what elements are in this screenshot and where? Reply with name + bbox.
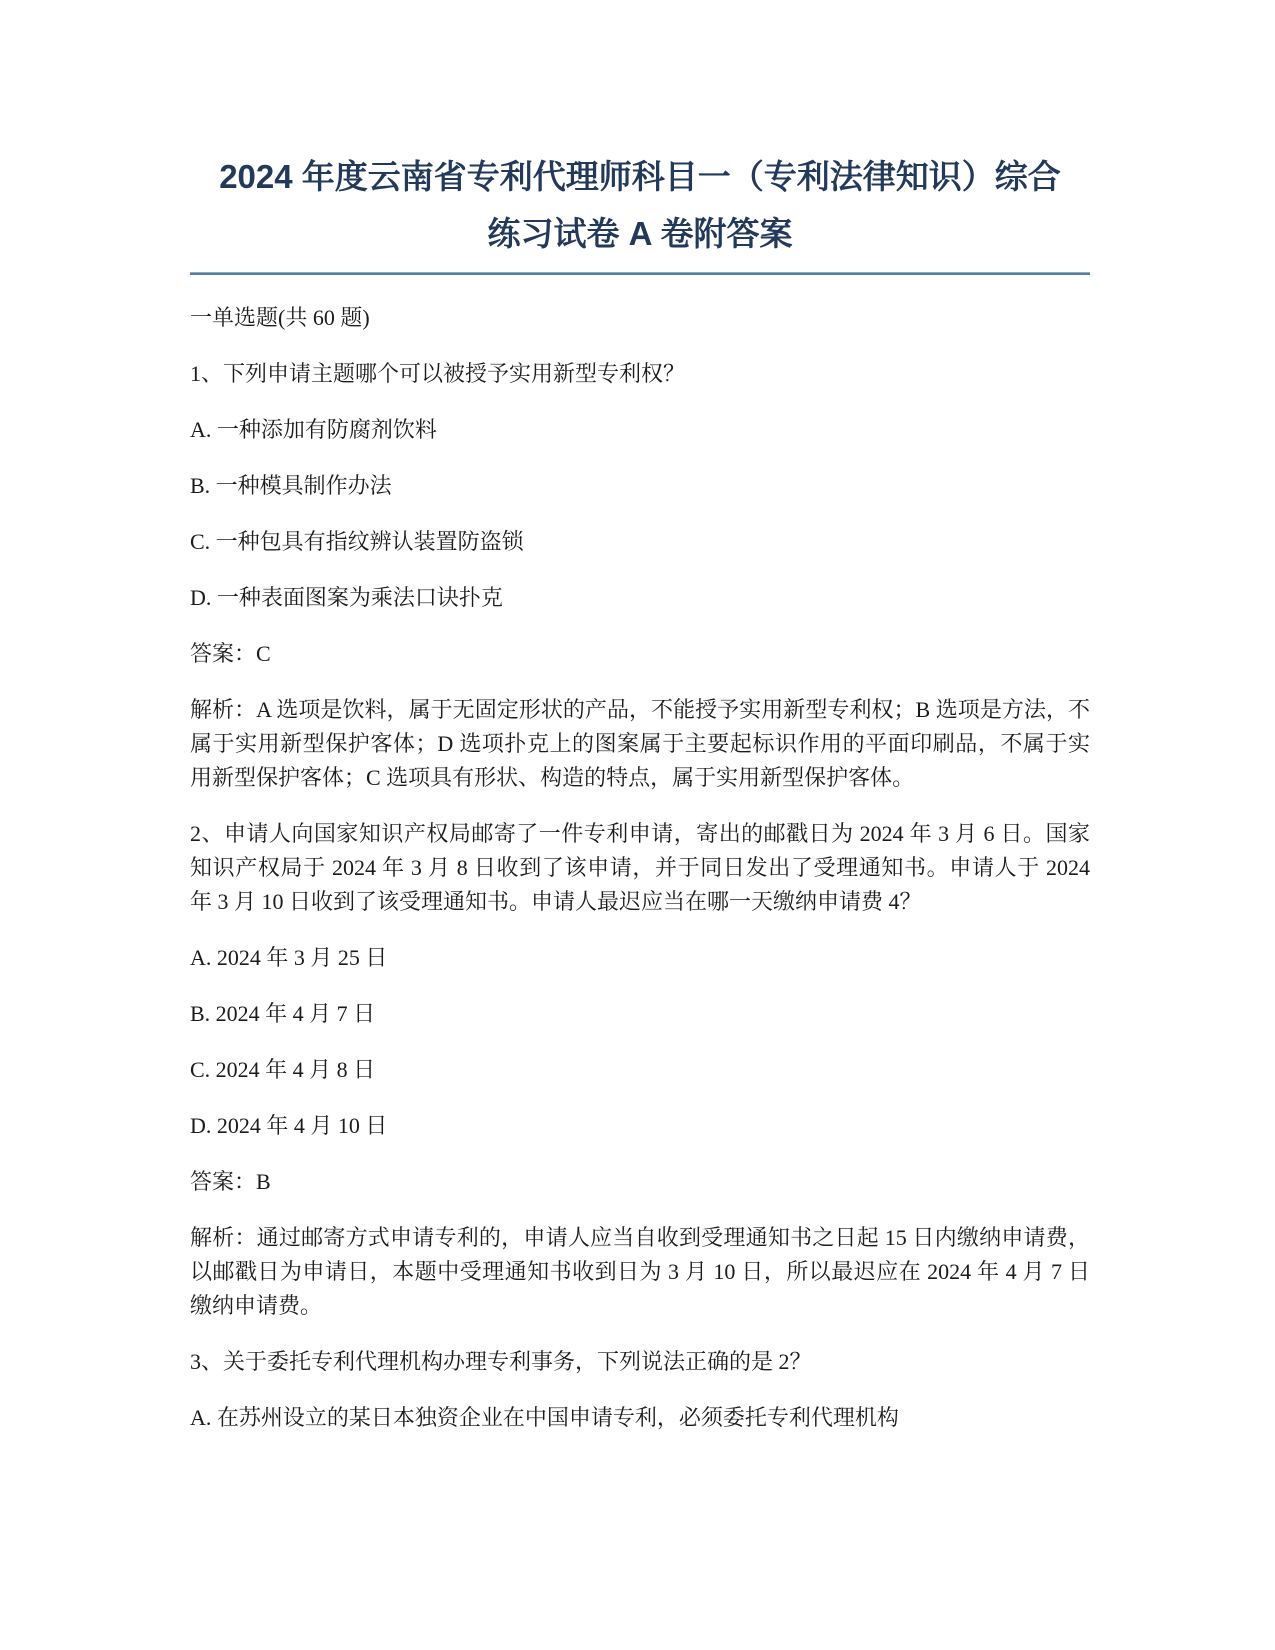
question-2-stem: 2、申请人向国家知识产权局邮寄了一件专利申请，寄出的邮戳日为 2024 年 3 月 6 日。国家知识产权局于 2024 年 3 月 8 日收到了该申请，并于同日发出了受理通知书。申请人于 2024 年 3 月 10 日收到了该受理通知书。申请人最迟应当在哪一天缴纳申请费 4？ [190, 821, 1090, 914]
question-1-analysis: 解析：A 选项是饮料，属于无固定形状的产品，不能授予实用新型专利权；B 选项是方法，不属于实用新型保护客体；D 选项扑克上的图案属于主要起标识作用的平面印刷品，不属于实用新型保护客体；C 选项具有形状、构造的特点，属于实用新型保护客体。 [190, 697, 1090, 790]
question-1-option-c: C. 一种包具有指纹辨认装置防盗锁 [190, 529, 524, 554]
document-body [190, 301, 1090, 1435]
question-1-option-a: A. 一种添加有防腐剂饮料 [190, 417, 437, 442]
question-2-answer: 答案：B [190, 1169, 271, 1194]
question-1-answer: 答案：C [190, 641, 271, 666]
section-heading: 一单选题(共 60 题) [190, 305, 370, 330]
question-1-stem: 1、下列申请主题哪个可以被授予实用新型专利权？ [190, 361, 686, 386]
question-2-option-c: C. 2024 年 4 月 8 日 [190, 1057, 376, 1082]
question-2-option-b: B. 2024 年 4 月 7 日 [190, 1001, 376, 1026]
document-title: 2024 年度云南省专利代理师科目一（专利法律知识）综合练习试卷 A 卷附答案 [219, 158, 1061, 252]
question-2 [190, 817, 1090, 1323]
question-2-option-a: A. 2024 年 3 月 25 日 [190, 945, 388, 970]
question-2-option-d: D. 2024 年 4 月 10 日 [190, 1113, 388, 1138]
question-3-stem: 3、关于委托专利代理机构办理专利事务，下列说法正确的是 2？ [190, 1349, 812, 1374]
question-3-option-a: A. 在苏州设立的某日本独资企业在中国申请专利，必须委托专利代理机构 [190, 1405, 899, 1430]
question-2-analysis: 解析：通过邮寄方式申请专利的，申请人应当自收到受理通知书之日起 15 日内缴纳申请费，以邮戳日为申请日，本题中受理通知书收到日为 3 月 10 日，所以最迟应在 2024 年 4 月 7 日缴纳申请费。 [190, 1225, 1090, 1318]
question-3 [190, 1345, 1090, 1435]
title-divider [190, 272, 1090, 275]
question-1-option-b: B. 一种模具制作办法 [190, 473, 392, 498]
document-header [190, 148, 1090, 275]
question-1-option-d: D. 一种表面图案为乘法口诀扑克 [190, 585, 503, 610]
question-1 [190, 357, 1090, 795]
